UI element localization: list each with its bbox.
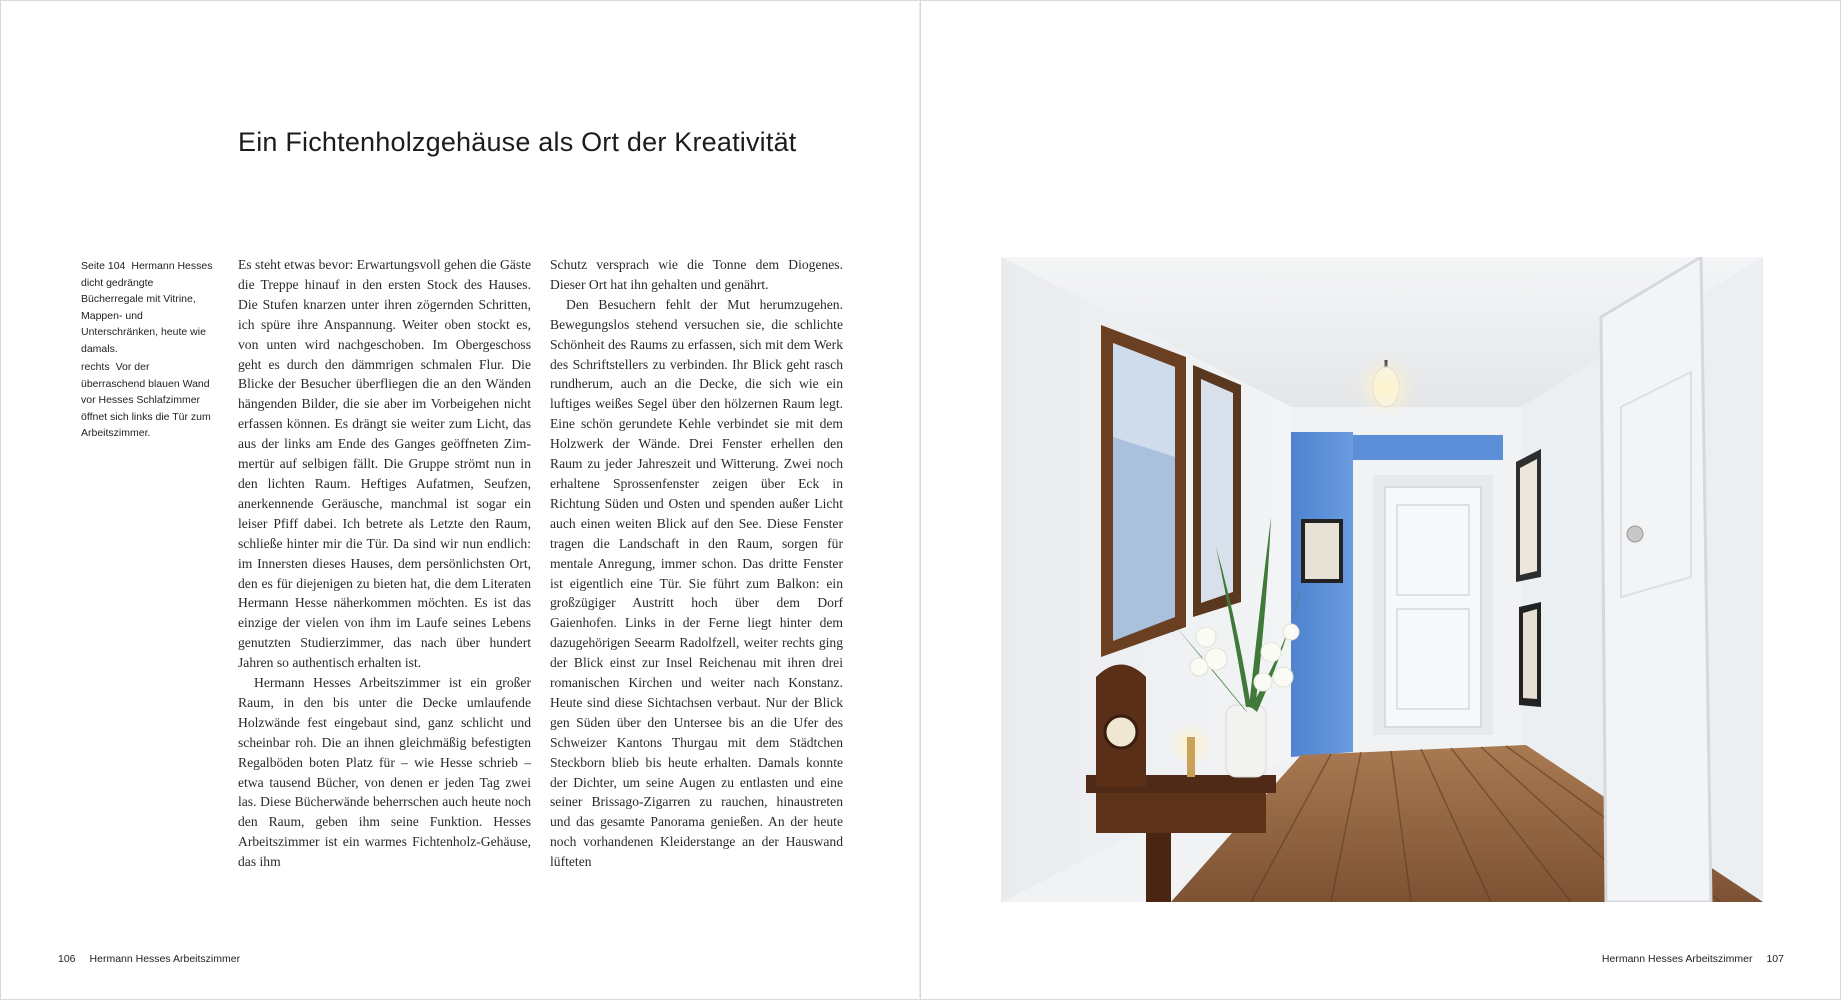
folio-left <box>58 953 240 965</box>
caption-lead: rechts <box>81 361 110 373</box>
door-knob <box>1627 526 1643 542</box>
left-page <box>0 0 920 1000</box>
running-head: Hermann Hesses Arbeitszimmer <box>1601 953 1753 965</box>
caption-rechts <box>81 359 216 442</box>
page-number: 106 <box>58 953 76 965</box>
page-number: 107 <box>1766 953 1784 965</box>
paragraph: Den Besuchern fehlt der Mut herumzugehen. Bewegungslos stehend versuchen sie, die schlichte Schönheit des Raums zu erfassen, sich mit dem Werk des Schriftstellers zu verbinden. Ihr Blick geht rasch rundherum, auch an die Decke, die sich wie ein luftiges weißes Segel über den hölzernen Raum legt. Eine schön gerundete Kehle verbindet sie mit dem Holzwerk der Wände. Drei Fenster erhellen den Raum zu jeder Jahreszeit und Witterung. Zwei noch erhaltene Sprossenfenster zeigen über Eck in Richtung Süden und Osten und spenden außer Licht auch einen weiten Blick auf den See. Diese Fenster tragen die Landschaft in den Raum, sorgen für mentale Anregung, immer schon. Das dritte Fenster ist eigentlich eine Tür. Sie führt zum Balkon: ein großzügiger Austritt hoch über dem Dorf Gaienhofen. Links in der Ferne liegt hinter dem dazugehörigen Seearm Radolfzell, weiter rechts ging der Blick einst zur Insel Reichenau mit ihren drei romanischen Kirchen und weiter nach Konstanz. Heute sind diese Sichtachsen verbaut. Nur der Blick gen Süden über den Untersee bis an die Ufer des Schweizer Kantons Thurgau mit dem Städtchen Steckborn blieb bis heute erhalten. Damals konnte der Dichter, um seine Augen zu entlasten und eine seiner Brissago-Zigarren zu rauchen, hinaustreten und das gesamte Panorama genießen. An der heute noch vorhandenen Kleiderstange an der Hauswand lüfteten <box>550 296 843 870</box>
right-door <box>1601 257 1711 902</box>
back-door <box>1385 487 1481 727</box>
chapter-title: Ein Fichtenholzgehäuse als Ort der Kreativität <box>238 127 797 157</box>
caption-text: Vor der überraschend blauen Wand vor Hesses Schlafzimmer öffnet sich links die Tür zum Arbeitszimmer. <box>81 361 211 440</box>
text-column-2 <box>550 255 843 872</box>
paragraph: Schutz versprach wie die Tonne dem Diogenes. Dieser Ort hat ihn gehalten und genährt. <box>550 257 843 292</box>
folio-right <box>1602 953 1784 965</box>
running-head: Hermann Hesses Arbeitszimmer <box>89 953 241 965</box>
paragraph: Hermann Hesses Arbeitszimmer ist ein großer Raum, in den bis unter die Decke umlaufende Holzwände fest eingebaut sind, ganz schlicht und scheinbar roh. Die an ihnen gleichmäßig befestigten Regalböden boten Platz für – wie Hesse schrieb – etwa tausend Bücher, von denen er jeden Tag zwei las. Diese Bücherwände beherrschen auch heute noch den Raum, geben ihm seine Funktion. Hesses Arbeitszimmer ist ein warmes Fichtenholz-Gehäuse, das ihm <box>238 675 531 870</box>
blue-wall <box>1291 432 1353 757</box>
blue-wall-band <box>1353 435 1503 460</box>
caption-text: Hermann Hesses dicht gedrängte Bücherregale mit Vitrine, Mappen- und Unterschränken, heute wie damals. <box>81 260 213 355</box>
text-column-1 <box>238 255 531 872</box>
right-page <box>920 0 1841 1000</box>
hallway-photo <box>1001 257 1763 902</box>
caption-seite-104 <box>81 258 216 358</box>
paragraph: Es steht etwas bevor: Erwartungsvoll gehen die Gäste die Treppe hinauf in den ersten Stock des Hauses. Die Stufen knarzen unter ihren zögernden Schritten, ich spüre ihre Anspannung. Weiter oben stockt es, von unten wird nachgeschoben. Im Obergeschoss geht es durch den dämmrigen schmalen Flur. Die Blicke der Besucher überfliegen die an den Wänden hängenden Bilder, die sie aber im Vorbeigehen nicht erfassen können. Es drängt sie weiter zum Licht, das aus der links am Ende des Ganges geöffneten Zimmertür auf selbigen fällt. Die Gruppe strömt nun in den lichten Raum. Heftiges Aufatmen, Seufzen, anerkennende Geräusche, manchmal ist sogar ein leiser Pfiff dabei. Ich betrete als Letzte den Raum, schließe hinter mir die Tür. Da sind wir nun endlich: im Innersten dieses Hauses, dem persönlichsten Ort, den es für diejenigen zu bieten hat, die dem Literaten Hermann Hesse näherkommen möchten. Es ist das einzige der vielen von ihm im Laufe seines Lebens genutzten Studierzimmer, das nach über hundert Jahren so authentisch erhalten ist. <box>238 257 531 671</box>
hallway-illustration <box>1001 257 1763 902</box>
caption-lead: Seite 104 <box>81 260 126 272</box>
white-vase <box>1226 705 1266 777</box>
